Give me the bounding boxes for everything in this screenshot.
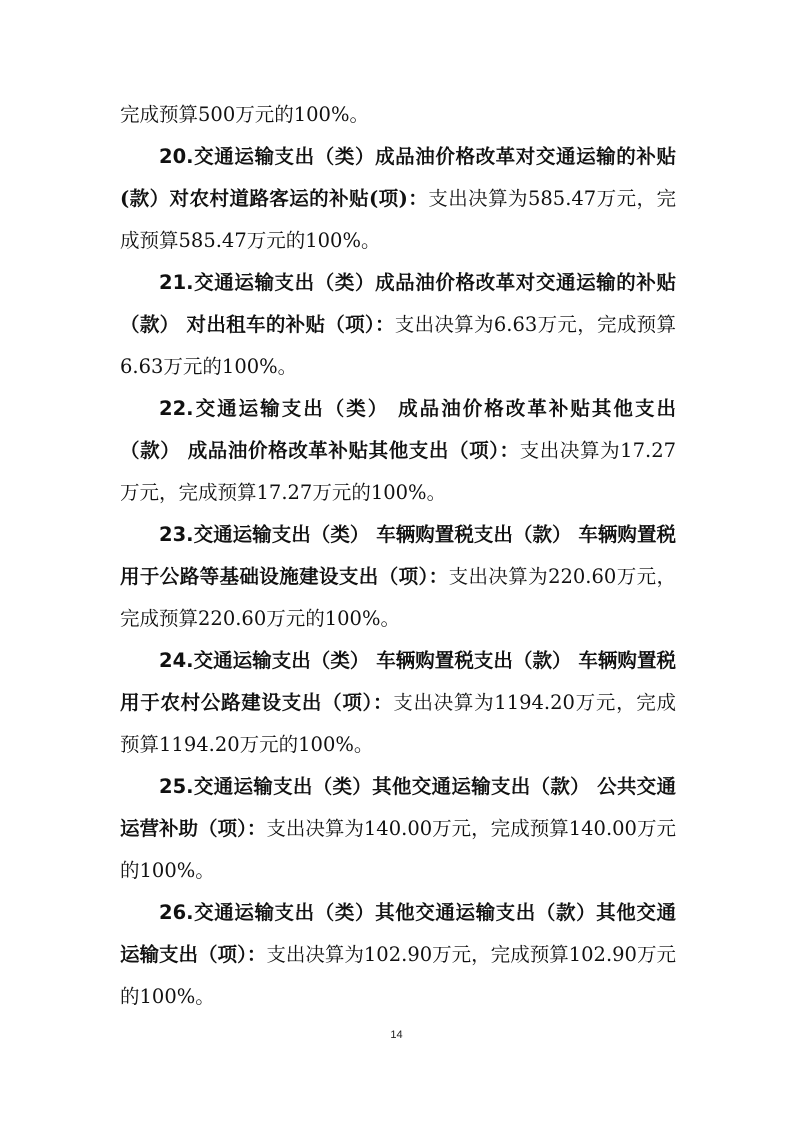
item-heading: 交通运输支出（类） 成品油价格改革补贴其他支出（款） 成品油价格改革补贴其他支出（项）： (120, 397, 676, 462)
paragraph-body: 完成预算500万元的100%。 (120, 103, 369, 126)
item-number: 24. (159, 649, 194, 672)
page-number: 14 (390, 1029, 403, 1041)
item-body: 支出决算为585.47万元，完成预算585.47万元的100%。 (120, 187, 676, 252)
item-heading: 交通运输支出（类） 车辆购置税支出（款） 车辆购置税用于公路等基础设施建设支出（项）： (120, 523, 676, 588)
item-number: 21. (159, 271, 194, 294)
item-heading: 交通运输支出（类）成品油价格改革对交通运输的补贴（款） 对出租车的补贴（项）： (120, 271, 676, 336)
item-number: 20. (159, 145, 194, 168)
item-heading: 交通运输支出（类）成品油价格改革对交通运输的补贴(款）对农村道路客运的补贴(项)： (120, 145, 676, 210)
item-number: 23. (159, 523, 194, 546)
paragraph-item-23 (120, 514, 676, 640)
item-number: 26. (159, 901, 194, 924)
item-heading: 交通运输支出（类） 车辆购置税支出（款） 车辆购置税用于农村公路建设支出（项）： (120, 649, 676, 714)
item-body: 支出决算为140.00万元，完成预算140.00万元的100%。 (120, 817, 676, 882)
paragraph-item-22 (120, 388, 676, 514)
paragraph-item-21 (120, 262, 676, 388)
item-heading: 交通运输支出（类）其他交通运输支出（款） 公共交通运营补助（项）： (120, 775, 676, 840)
item-body: 支出决算为102.90万元，完成预算102.90万元的100%。 (120, 943, 676, 1008)
item-number: 22. (159, 397, 194, 420)
item-body: 支出决算为220.60万元，完成预算220.60万元的100%。 (120, 565, 676, 630)
paragraph-item-20 (120, 136, 676, 262)
item-number: 25. (159, 775, 194, 798)
item-body: 支出决算为1194.20万元，完成预算1194.20万元的100%。 (120, 691, 676, 756)
paragraph-item-25 (120, 766, 676, 892)
paragraph-item-24 (120, 640, 676, 766)
page-content (120, 94, 676, 1018)
item-body: 支出决算为6.63万元，完成预算6.63万元的100%。 (120, 313, 676, 378)
paragraph-item-26 (120, 892, 676, 1018)
paragraph-continuation (120, 94, 676, 136)
item-body: 支出决算为17.27万元，完成预算17.27万元的100%。 (120, 439, 677, 504)
item-heading: 交通运输支出（类）其他交通运输支出（款）其他交通运输支出（项）： (120, 901, 676, 966)
